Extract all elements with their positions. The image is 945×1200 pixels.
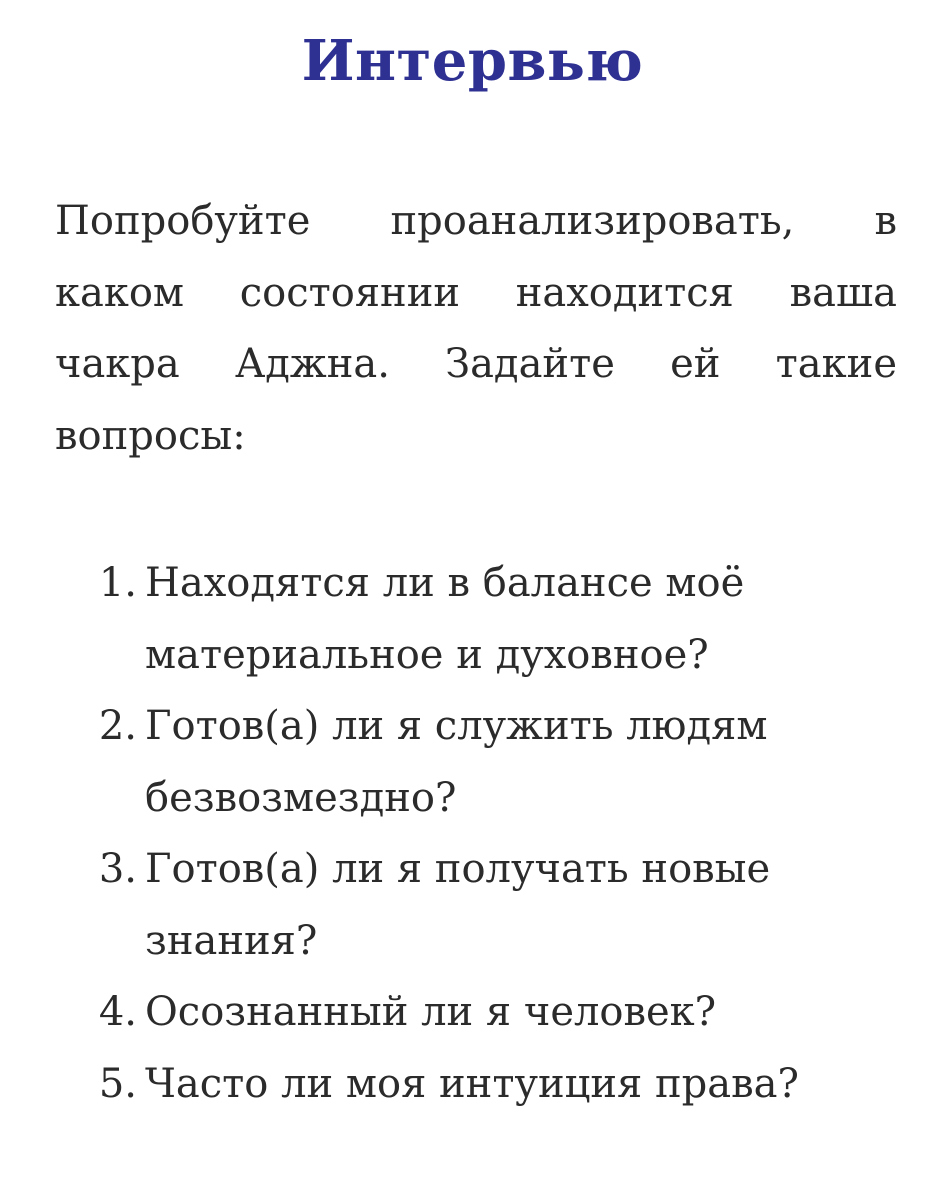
intro-paragraph: Попробуйте проанализировать, в каком состоянии находится ваша чакра Аджна. Задайте ей такие вопросы: <box>55 198 897 459</box>
list-text: Часто ли моя интуиция права? <box>145 1060 799 1107</box>
list-text: Готов(а) ли я служить людям безвозмездно? <box>145 703 768 821</box>
list-number: 3. <box>98 846 137 892</box>
list-text: Готов(а) ли я получать новые знания? <box>145 846 771 964</box>
list-item <box>0 548 845 691</box>
list-text: Осознанный ли я человек? <box>145 989 717 1035</box>
list-number: 4. <box>98 989 137 1035</box>
list-number: 5. <box>98 1060 137 1107</box>
list-text: Находятся ли в балансе моё материальное и духовное? <box>145 560 745 678</box>
list-item <box>0 691 845 834</box>
list-item <box>0 834 845 977</box>
list-item <box>0 977 845 1049</box>
list-number: 2. <box>98 703 137 749</box>
page-title: Интервью <box>301 28 644 94</box>
questions-list <box>0 548 945 1120</box>
list-item <box>0 1049 845 1121</box>
list-number: 1. <box>98 560 137 606</box>
